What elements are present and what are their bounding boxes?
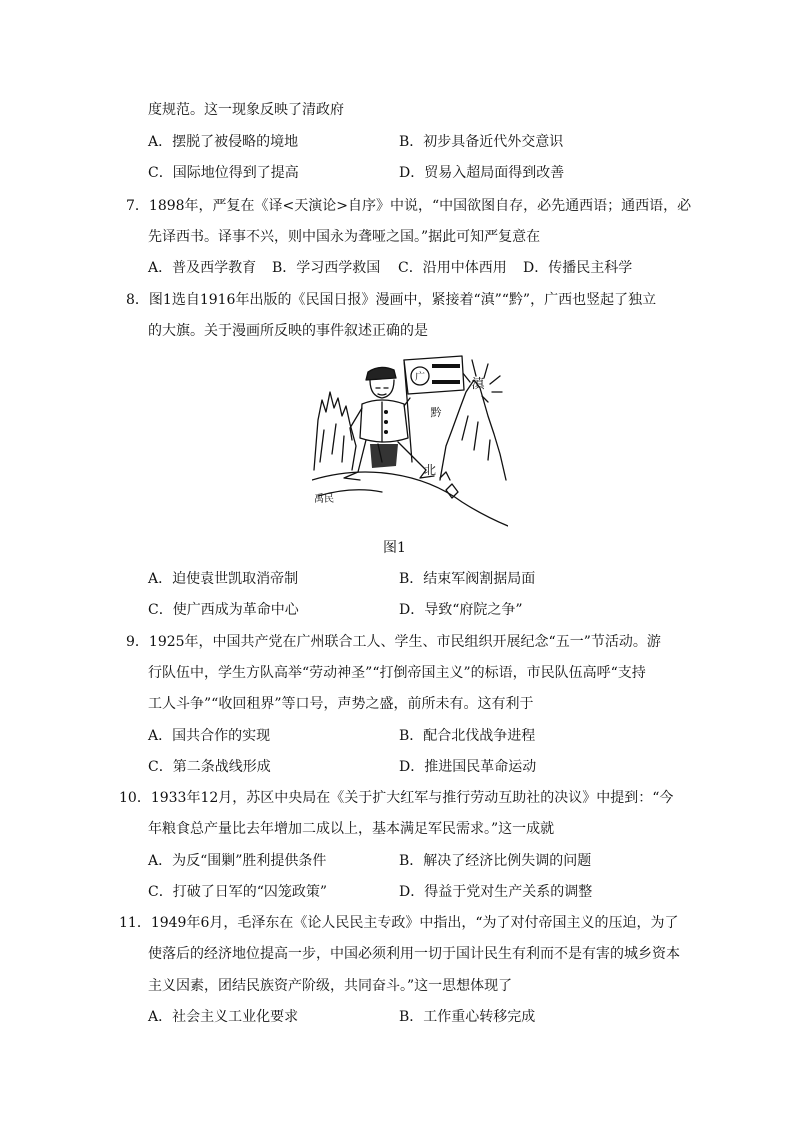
- cartoon-figure: [312, 350, 508, 528]
- q10-stem-line1: 10．1933年12月，苏区中央局在《关于扩大红军与推行劳动互助社的决议》中提到：“今: [119, 790, 674, 806]
- q8-option-a[interactable]: A．迫使袁世凯取消帝制: [148, 571, 299, 587]
- q6-stem-continued: 度规范。这一现象反映了清政府: [148, 102, 344, 118]
- q8-option-b[interactable]: B．结束军阀割据局面: [399, 571, 536, 587]
- q10-option-b[interactable]: B．解决了经济比例失调的问题: [399, 853, 592, 869]
- q9-stem-line2: 行队伍中，学生方队高举“劳动神圣”“打倒帝国主义”的标语，市民队伍高呼“支持: [148, 665, 646, 681]
- q10-option-d[interactable]: D．得益于党对生产关系的调整: [399, 884, 593, 900]
- q11-stem-line1: 11．1949年6月，毛泽东在《论人民民主专政》中指出，“为了对付帝国主义的压迫，为了: [119, 915, 679, 931]
- q9-stem-line3: 工人斗争”“收回租界”等口号，声势之盛，前所未有。这有利于: [148, 696, 534, 712]
- q8-option-c[interactable]: C．使广西成为革命中心: [148, 602, 299, 618]
- q10-option-a[interactable]: A．为反“围剿”胜利提供条件: [148, 853, 327, 869]
- q7-stem-line2: 先译西书。译事不兴，则中国永为聋哑之国。”据此可知严复意在: [148, 229, 541, 245]
- q7-option-c[interactable]: C．沿用中体西用: [398, 260, 507, 276]
- label-bei: 北: [423, 463, 437, 477]
- q7-option-b[interactable]: B．学习西学救国: [272, 260, 381, 276]
- q9-option-d[interactable]: D．推进国民革命运动: [399, 759, 537, 775]
- q7-option-a[interactable]: A．普及西学教育: [148, 260, 257, 276]
- q10-stem-line2: 年粮食总产量比去年增加二成以上，基本满足军民需求。”这一成就: [148, 821, 555, 837]
- q6-option-a[interactable]: A．摆脱了被侵略的境地: [148, 134, 299, 150]
- q9-stem-line1: 9．1925年，中国共产党在广州联合工人、学生、市民组织开展纪念“五一”节活动。游: [126, 634, 661, 650]
- q11-option-b[interactable]: B．工作重心转移完成: [399, 1009, 536, 1025]
- q6-option-d[interactable]: D．贸易入超局面得到改善: [399, 165, 565, 181]
- q6-option-b[interactable]: B．初步具备近代外交意识: [399, 134, 564, 150]
- q7-stem-line1: 7．1898年，严复在《译<天演论>自序》中说，“中国欲图自存，必先通西语；通西语，必: [126, 198, 692, 214]
- artist-signature: 禹民: [314, 494, 334, 505]
- q9-option-c[interactable]: C．第二条战线形成: [148, 759, 271, 775]
- figure-caption: 图1: [383, 540, 406, 556]
- cartoon-illustration: [312, 350, 508, 528]
- q11-stem-line2: 使落后的经济地位提高一步，中国必须利用一切于国计民生有利而不是有害的城乡资本: [148, 946, 680, 962]
- label-dian: 滇: [471, 377, 485, 392]
- q11-option-a[interactable]: A．社会主义工业化要求: [148, 1009, 299, 1025]
- q6-option-c[interactable]: C．国际地位得到了提高: [148, 165, 299, 181]
- q8-stem-line1: 8．图1选自1916年出版的《民国日报》漫画中，紧接着“滇”“黔”，广西也竖起了独立: [126, 292, 657, 308]
- q9-option-b[interactable]: B．配合北伐战争进程: [399, 728, 536, 744]
- q8-option-d[interactable]: D．导致“府院之争”: [399, 602, 523, 618]
- q11-stem-line3: 主义因素，团结民族资产阶级，共同奋斗。”这一思想体现了: [148, 978, 513, 994]
- q10-option-c[interactable]: C．打破了日军的“囚笼政策”: [148, 884, 328, 900]
- label-qian: 黔: [430, 406, 442, 419]
- q8-stem-line2: 的大旗。关于漫画所反映的事件叙述正确的是: [148, 323, 428, 339]
- q9-option-a[interactable]: A．国共合作的实现: [148, 728, 271, 744]
- flag-character: 广: [415, 372, 425, 383]
- q7-option-d[interactable]: D．传播民主科学: [523, 260, 633, 276]
